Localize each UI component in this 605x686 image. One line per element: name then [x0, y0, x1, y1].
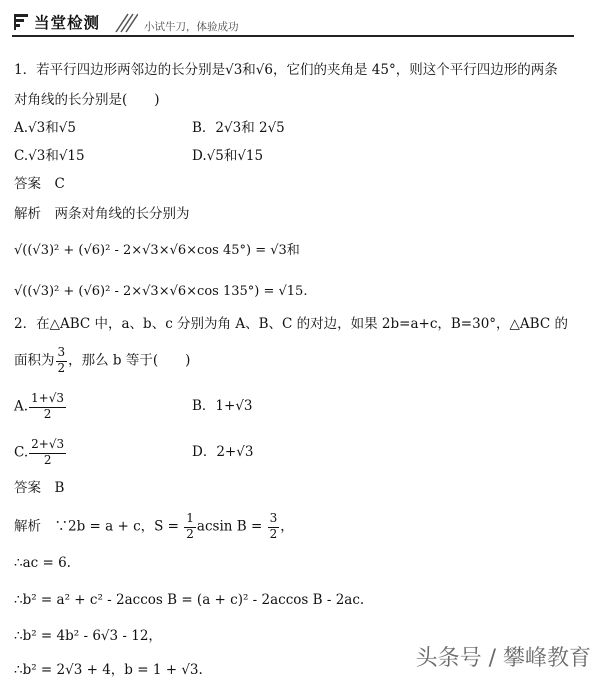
- q1-option-a: A.√3和√5: [14, 120, 76, 136]
- q2-stem-text-b: ，那么 b 等于( ): [68, 352, 191, 369]
- q2-option-d: D．2+√3: [192, 444, 254, 460]
- fraction-denominator: 2: [186, 526, 194, 541]
- q2-stem-line2: [14, 346, 190, 376]
- q2-answer: 答案 B: [14, 480, 65, 496]
- q1-stem-line2: 对角线的长分别是( ): [14, 92, 160, 108]
- q2-analysis: [14, 512, 294, 542]
- option-a-label: A.: [14, 398, 29, 415]
- q2-option-c: [14, 438, 67, 468]
- q2-stem-line1: 2．在△ABC 中，a、b、c 分别为角 A、B、C 的对边，如果 2b=a+c，B=30°，△ABC 的: [14, 316, 568, 332]
- q1-answer: 答案 C: [14, 176, 65, 192]
- fraction-numerator: 1+√3: [29, 392, 66, 408]
- header-divider: [12, 35, 574, 37]
- fraction-numerator: 1: [184, 512, 196, 528]
- option-c-label: C.: [14, 444, 29, 461]
- q2-step-2: ∴b² = a² + c² - 2accos B = (a + c)² - 2accos B - 2ac.: [14, 592, 365, 608]
- q1-option-d: D.√5和√15: [192, 148, 264, 164]
- fraction-numerator: 3: [56, 346, 68, 362]
- fraction-numerator: 2+√3: [29, 438, 66, 454]
- fraction-denominator: 2: [269, 526, 278, 541]
- q1-option-b: B．2√3和 2√5: [192, 120, 285, 136]
- fraction-numerator: 3: [268, 512, 280, 528]
- q2-area-fraction: [56, 346, 68, 376]
- analysis-fraction-area: [268, 512, 280, 542]
- q1-analysis: 解析 两条对角线的长分别为: [14, 206, 190, 222]
- q1-option-c: C.√3和√15: [14, 148, 85, 164]
- analysis-fraction-half: [184, 512, 196, 542]
- fraction-denominator: 2: [57, 360, 66, 375]
- q1-equation-1: √((√3)² + (√6)² - 2×√3×√6×cos 45°) = √3和: [14, 243, 300, 258]
- q2-step-1: ∴ac = 6.: [14, 555, 71, 571]
- section-title: 当堂检测: [34, 14, 101, 32]
- q2-option-a: [14, 392, 67, 422]
- section-subtitle: 小试牛刀，体验成功: [144, 21, 239, 33]
- fraction-denominator: 2: [43, 452, 52, 467]
- header-flag-icon: [14, 14, 28, 30]
- analysis-text-a: 解析 ∵2b = a + c，S =: [14, 518, 184, 535]
- option-a-fraction: [29, 392, 66, 422]
- q1-equation-2: √((√3)² + (√6)² - 2×√3×√6×cos 135°) = √15.: [14, 284, 308, 299]
- q2-step-3: ∴b² = 4b² - 6√3 - 12，: [14, 628, 162, 644]
- fraction-denominator: 2: [43, 406, 52, 421]
- option-c-fraction: [29, 438, 66, 468]
- q2-option-b: B．1+√3: [192, 398, 253, 414]
- analysis-text-c: ，: [280, 518, 294, 535]
- watermark: 头条号 / 攀峰教育: [415, 646, 591, 671]
- q2-stem-text-a: 面积为: [14, 352, 55, 369]
- header-slash-decoration-icon: [114, 12, 138, 34]
- analysis-text-b: acsin B =: [196, 518, 267, 535]
- q1-stem-line1: 1．若平行四边形两邻边的长分别是√3和√6，它们的夹角是 45°，则这个平行四边形的两条: [14, 62, 558, 78]
- q2-step-4: ∴b² = 2√3 + 4，b = 1 + √3.: [14, 662, 203, 678]
